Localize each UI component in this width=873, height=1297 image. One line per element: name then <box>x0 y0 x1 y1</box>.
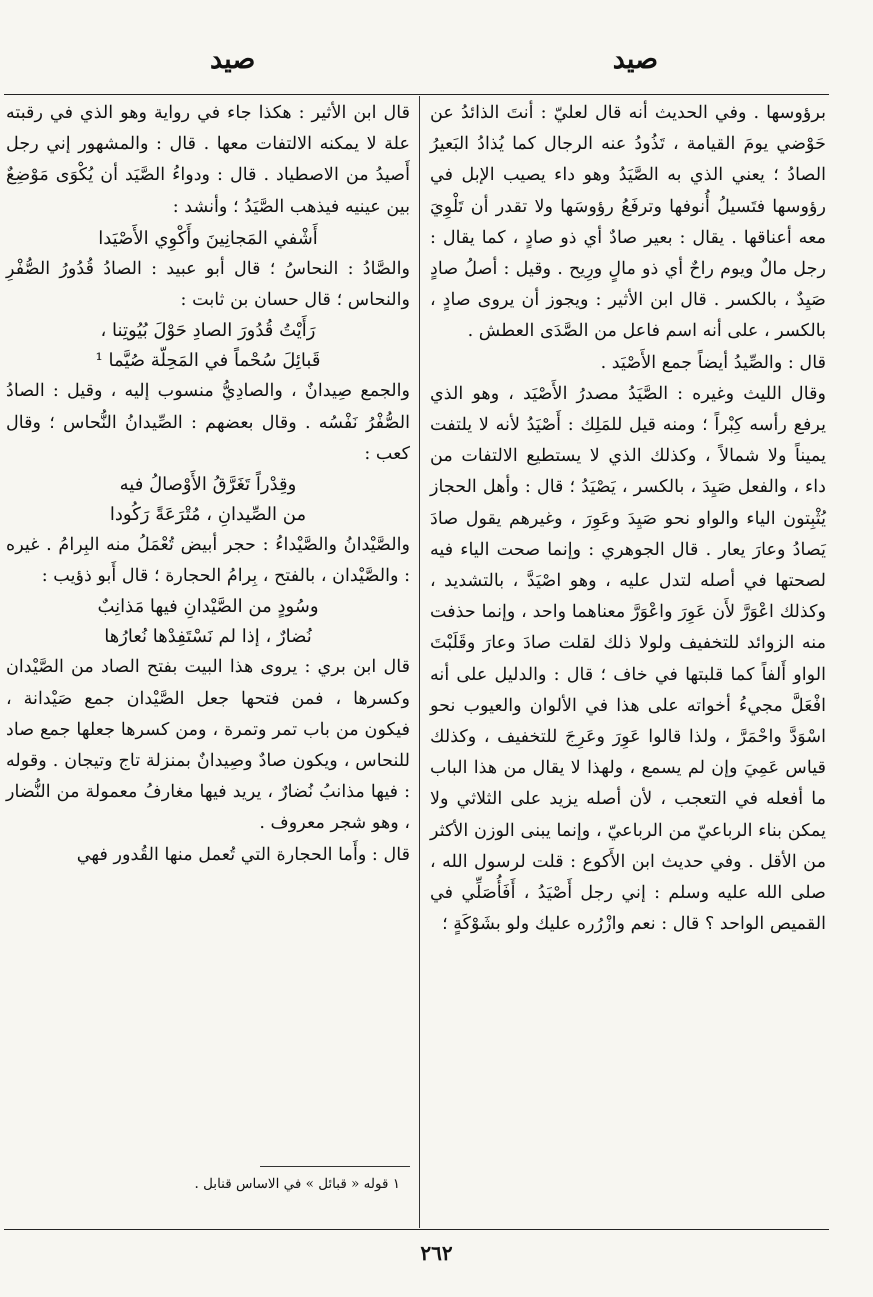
left-paragraph-3: والجمع صِيدانٌ ، والصادِيُّ منسوب إليه ، وقيل : الصادُ الصُّفْرُ نَفْسُه . وقال بعضهم : الصِّيدانُ النُّحاس ؛ وقال كعب : <box>6 381 410 464</box>
verse-3-line-1: وقِدْراً تَغَرَّقُ الأَوْصالُ فيه <box>119 474 297 496</box>
footnote: ١ قوله « قبائل » في الاساس قنابل . <box>194 1176 400 1192</box>
verse-2-line-1: رَأَيْتُ قُدُورَ الصادِ حَوْلَ بُيُوتِنا ، <box>100 320 316 342</box>
verse-3-line-2: من الصِّيدانِ ، مُتْرَعَةً رَكُودا <box>109 504 307 526</box>
page-number: ٢٦٢ <box>420 1241 453 1265</box>
verse-1: أَشْفي المَجانِينَ وأَكْوِي الأَصْيَدا <box>98 227 318 249</box>
left-intro-paragraph: قال ابن الأثير : هكذا جاء في رواية وهو الذي في رقبته علة لا يمكنه الالتفات معها . قال : والمشهور إني رجل أَصيدُ من الاصطياد . قال : ودواءُ الصَّيَد أن يُكْوَى مَوْضِعٌ بين عينيه فيذهب الصَّيَدُ ؛ وأنشد : <box>6 103 410 217</box>
header-rule <box>4 94 829 95</box>
right-paragraph-1: برؤوسها . وفي الحديث أنه قال لعليّ : أنتَ الذائدُ عن حَوْضي يومَ القيامة ، تَذُودُ عنه الرجال كما يُذادُ البَعيرُ الصادُ ؛ يعني الذي به الصَّيَدُ وهو داء يصيب الإبل في رؤوسها فتَسيلُ أُنوفها وترفَعُ رؤوسَها ولا تقدر أن تَلْوِيَ معه أعناقها . يقال : بعير صادٌ أي ذو صادٍ ، كما يقال : رجل مالٌ ويوم راحٌ أي ذو مالٍ ورِيح . وقيل : أصلُ صادٍ صَيِدٌ ، بالكسر . قال ابن الأثير : ويجوز أن يروى صادٍ ، بالكسر ، على أنه اسم فاعل من الصَّدَى العطش . <box>430 103 826 342</box>
column-divider <box>419 96 420 1228</box>
footnote-rule <box>260 1166 410 1167</box>
page-header <box>0 44 873 80</box>
left-paragraph-2: والصَّادُ : النحاسُ ؛ قال أبو عبيد : الصادُ قُدُورُ الصُّفْرِ والنحاس ؛ قال حسان بن ثابت : <box>6 259 410 311</box>
footnote-area <box>6 1166 410 1195</box>
right-column <box>430 98 826 940</box>
verse-4-line-1: وسُودٍ من الصَّيْدانِ فيها مَذانِبٌ <box>97 596 319 618</box>
footer-rule <box>4 1229 829 1230</box>
header-word-right: صيد <box>612 44 658 75</box>
right-paragraph-3: وقال الليث وغيره : الصَّيَدُ مصدرُ الأَصْيَد ، وهو الذي يرفع رأسه كِبْراً ؛ ومنه قيل للمَلِك : أَصْيَدُ لأنه لا يلتفت يميناً ولا شمالاً ، وكذلك الذي لا يستطيع الالتفات من داء ، والفعل صَيِدَ ، بالكسر ، يَصْيَدُ ؛ قال : وأهل الحجاز يُثْبِتون الياء والواو نحو صَيِدَ وعَوِرَ ، وغيرهم يقول صادَ يَصادُ وعارَ يعار . قال الجوهري : وإنما صحت الياء فيه لصحتها في أصله لتدل عليه ، وهو اصْيَدَّ ، بالتشديد ، وكذلك اعْوَرَّ لأَن عَوِرَ واعْوَرَّ معناهما واحد ، وإنما حذفت منه الزوائد للتخفيف ولولا ذلك لقلت صادَ وعارَ وقَلَبْتَ الواو أَلفاً كما قلبتها في خاف ؛ قال : والدليل على أنه افْعَلَّ مجيءُ أخواته على هذا في الألوان والعيوب نحو اسْوَدَّ واحْمَرَّ ، ولذا قالوا عَوِرَ وعَرِجَ للتخفيف ، وكذلك قياس عَمِيَ وإن لم يسمع ، ولهذا لا يقال من هذا الباب ما أفعله في التعجب ، لأن أصله يزيد على الثلاثي ولا يمكن بناء الرباعيّ من الرباعيّ ، وإنما يبنى الوزن الأكثر من الأقل . وفي حديث ابن الأَكوع : قلت لرسول الله ، صلى الله عليه وسلم : إني رجل أَصْيَدُ ، أَفَأُصَلِّي في القميص الواحد ؟ قال : نعم وازْرُره عليك ولو بشَوْكَةٍ ؛ <box>430 383 826 935</box>
left-paragraph-6: قال : وأَما الحجارة التي تُعمل منها القُدور فهي <box>76 844 410 865</box>
left-column <box>6 98 410 1178</box>
right-paragraph-2: قال : والصِّيدُ أيضاً جمع الأَصْيَد . <box>600 352 826 373</box>
left-paragraph-4: والصَّيْدانُ والصَّيْداءُ : حجر أبيض تُعْمَلُ منه البِرامُ . غيره : والصَّيْدان ، بالفتح ، بِرامُ الحجارة ؛ قال أَبو ذؤيب : <box>6 535 410 587</box>
header-word-left: صيد <box>210 44 256 75</box>
verse-2-line-2: قَبائِلَ سُحْماً في المَحِلّة صُيَّما ¹ <box>95 350 321 372</box>
verse-4-line-2: نُضارٌ ، إذا لم نَسْتَفِدْها نُعارُها <box>104 626 312 648</box>
left-paragraph-5: قال ابن بري : يروى هذا البيت بفتح الصاد من الصَّيْدان وكسرها ، فمن فتحها جعل الصَّيْدان جمع صَيْدانة ، فيكون من باب تمر وتمرة ، ومن كسرها جعلها جمع صاد للنحاس ، ويكون صادٌ وصِيدانٌ بمنزلة تاج وتيجان . وقوله : فيها مذانبُ نُضارٌ ، يريد فيها مغارفُ معمولة من النُّضار ، وهو شجر معروف . <box>6 657 410 834</box>
